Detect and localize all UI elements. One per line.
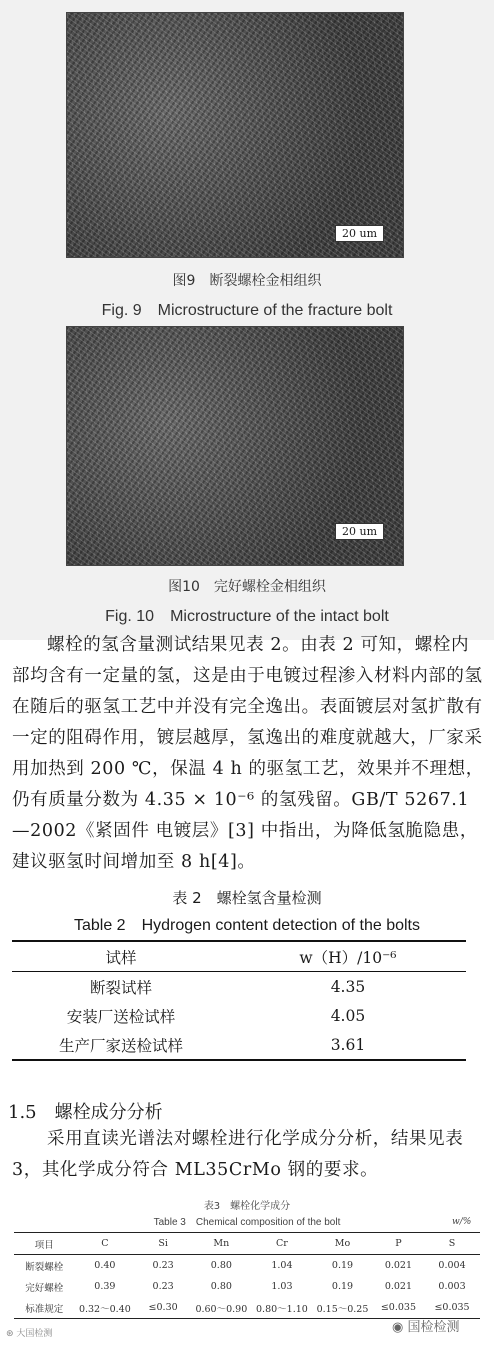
table-cell: 标准规定	[25, 1303, 64, 1315]
table3-chemical-composition	[14, 1232, 480, 1319]
table-cell: 0.40	[94, 1260, 116, 1271]
table-row	[14, 1255, 480, 1277]
table-cell: 0.60～0.90	[195, 1303, 248, 1315]
table2-title-en: Table 2 Hydrogen content detection of the bolts	[73, 917, 420, 934]
table-header-row	[14, 1233, 480, 1255]
column-header: S	[448, 1238, 456, 1249]
column-header: Cr	[276, 1238, 288, 1249]
column-header: w（H）/10⁻⁶	[299, 948, 397, 967]
table3-title-en: Table 3 Chemical composition of the bolt	[153, 1217, 341, 1228]
column-header: 项目	[34, 1239, 54, 1251]
scale-bar: 20 um	[335, 523, 384, 540]
sample-name: 断裂试样	[89, 978, 152, 997]
table2-hydrogen-content	[12, 940, 466, 1061]
table-cell: 0.23	[152, 1281, 174, 1292]
table-cell: 0.004	[438, 1260, 466, 1271]
table-row	[12, 972, 466, 1002]
table-cell: 0.15～0.25	[316, 1303, 369, 1315]
watermark-logo-icon: ⊛	[6, 1329, 17, 1339]
table-cell: 完好螺栓	[25, 1282, 64, 1294]
table-cell: 1.03	[271, 1281, 293, 1292]
table-cell: 0.80	[210, 1260, 232, 1271]
table-cell: ≤0.30	[148, 1302, 178, 1313]
figure9-caption-en: Fig. 9 Microstructure of the fracture bolt	[101, 302, 393, 319]
table2-title-cn: 表 2 螺栓氢含量检测	[172, 889, 322, 907]
hydrogen-value: 3.61	[330, 1035, 366, 1054]
body-paragraph-hydrogen: 螺栓的氢含量测试结果见表 2。由表 2 可知，螺栓内部均含有一定量的氢，这是由于电镀过程渗入材料内部的氢在随后的驱氢工艺中并没有完全逸出。表面镀层对氢扩散有一定的阻碍作用，镀层越厚，氢逸出的难度就越大，厂家采用加热到 200 ℃，保温 4 h 的驱氢工艺，效果并不理想，仍有质量分数为 4.35 × 10⁻⁶ 的氢残留。GB/T 5267.1—2002《紧固件 电镀层》[3] 中指出，为降低氢脆隐患，建议驱氢时间增加至 8 h[4]。	[12, 635, 484, 872]
table-cell: 0.003	[438, 1281, 466, 1292]
column-header: Si	[158, 1238, 168, 1249]
table-cell: 0.39	[94, 1281, 116, 1292]
scale-bar: 20 um	[335, 225, 384, 242]
body-paragraph-composition: 采用直读光谱法对螺栓进行化学成分分析，结果见表 3，其化学成分符合 ML35CrMo 钢的要求。	[12, 1129, 464, 1180]
wechat-logo-icon: ◉	[392, 1320, 408, 1335]
table-row	[14, 1276, 480, 1297]
scanned-figure-area	[0, 0, 494, 640]
table-cell: 0.32～0.40	[78, 1303, 131, 1315]
watermark-right: ◉ 国检检测	[392, 1320, 460, 1335]
sample-name: 生产厂家送检试样	[58, 1036, 183, 1055]
figure10-caption-cn: 图10 完好螺栓金相组织	[168, 579, 326, 595]
hydrogen-value: 4.05	[330, 1006, 366, 1025]
table-cell: 0.23	[152, 1260, 174, 1271]
table-cell: ≤0.035	[434, 1302, 470, 1313]
table-cell: 0.80	[210, 1281, 232, 1292]
column-header: C	[101, 1238, 109, 1249]
column-header: P	[395, 1238, 402, 1249]
table3-title-cn: 表3 螺栓化学成分	[203, 1201, 291, 1212]
table-cell: 0.021	[384, 1260, 413, 1271]
column-header: Mo	[334, 1238, 351, 1249]
section-heading: 1.5 螺栓成分分析	[8, 1102, 163, 1123]
table-row	[12, 1030, 466, 1060]
table-cell: ≤0.035	[380, 1302, 416, 1313]
table-cell: 1.04	[271, 1260, 293, 1271]
column-header: 试样	[105, 948, 137, 967]
table-row	[12, 1001, 466, 1030]
table-cell: 0.19	[331, 1260, 354, 1271]
table-cell: 0.19	[331, 1281, 354, 1292]
table3-unit: w/%	[452, 1217, 472, 1227]
micrograph-intact-bolt	[66, 326, 404, 566]
hydrogen-value: 4.35	[330, 977, 366, 996]
table-cell: 0.80～1.10	[256, 1303, 308, 1315]
figure9-caption-cn: 图9 断裂螺栓金相组织	[172, 273, 322, 289]
sample-name: 安装厂送检试样	[66, 1007, 176, 1026]
table-cell: 断裂螺栓	[25, 1261, 64, 1273]
column-header: Mn	[213, 1238, 230, 1249]
figure10-caption-en: Fig. 10 Microstructure of the intact bolt	[105, 608, 389, 625]
micrograph-fracture-bolt	[66, 12, 404, 258]
table-header-row	[12, 941, 466, 972]
table-cell: 0.021	[384, 1281, 413, 1292]
watermark-left: ⊛ 大国检测	[6, 1329, 53, 1339]
